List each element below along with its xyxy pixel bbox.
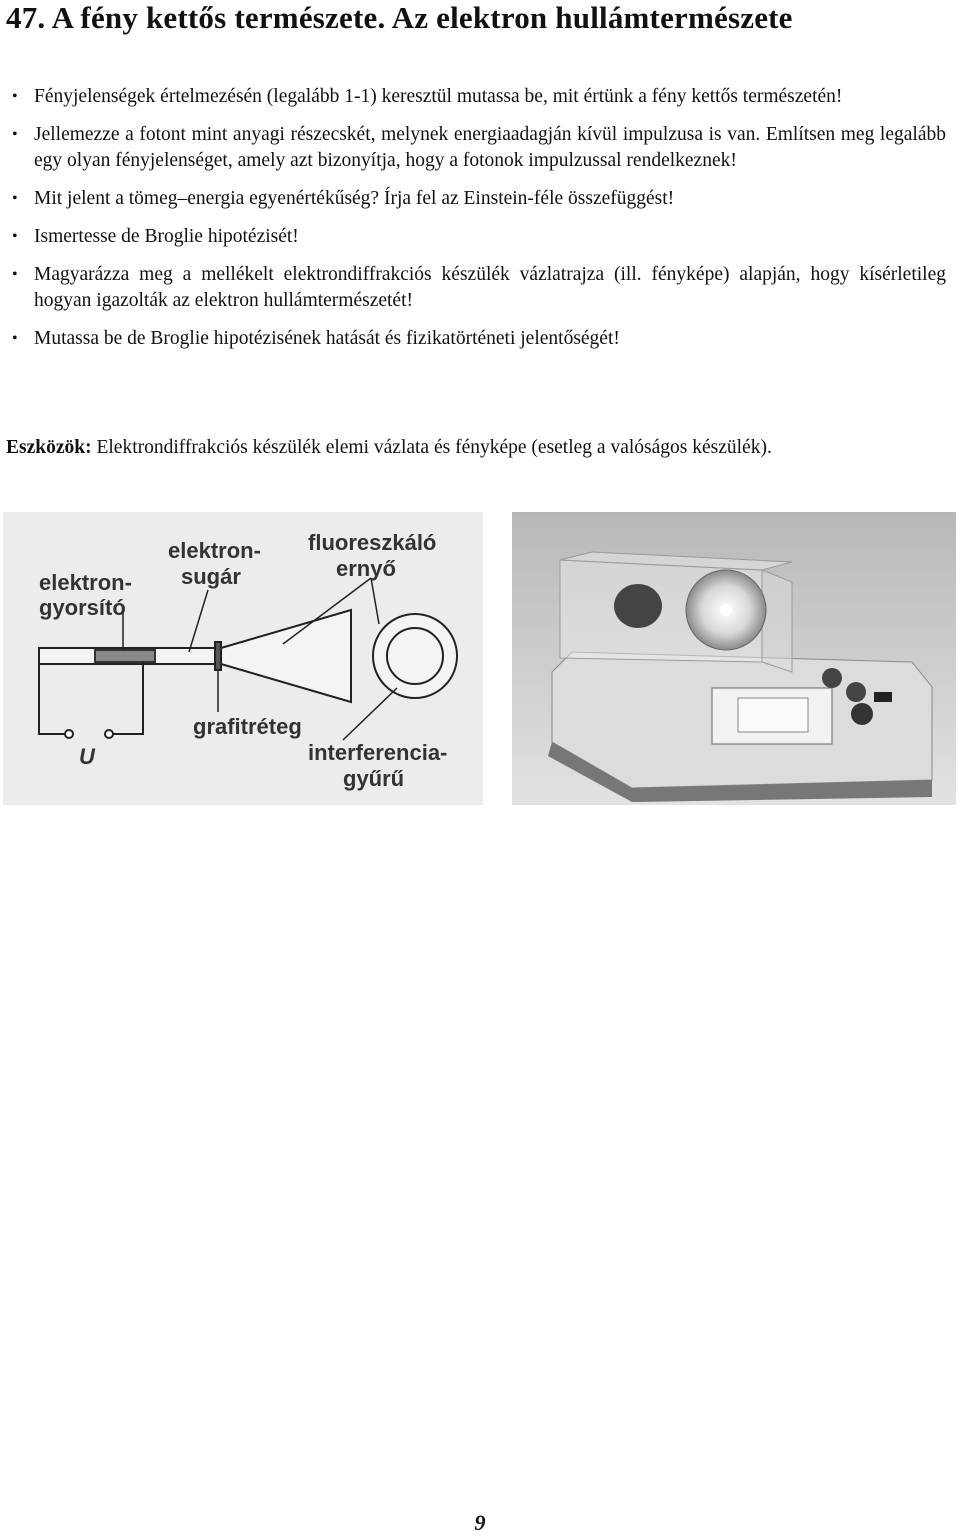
list-item: • Mit jelent a tömeg–energia egyenértékűség? Írja fel az Einstein-féle összefüggést!	[0, 186, 946, 212]
electron-diffraction-diagram	[3, 512, 483, 805]
page-title: 47. A fény kettős természete. Az elektron hullámtermészete	[6, 0, 793, 35]
tools-text: Elektrondiffrakciós készülék elemi vázlata és fényképe (esetleg a valóságos készülék).	[91, 437, 772, 458]
list-item: • Ismertesse de Broglie hipotézisét!	[0, 224, 946, 250]
cover-side	[762, 570, 792, 672]
electron-tube-neck	[614, 584, 662, 628]
switch-icon	[874, 692, 892, 702]
label-screen-2: ernyő	[336, 556, 396, 581]
tools-label: Eszközök:	[6, 437, 92, 458]
tools-line	[6, 435, 952, 461]
label-accelerator-1: elektron-	[39, 570, 132, 595]
knob-icon	[846, 682, 866, 702]
label-rings-1: interferencia-	[308, 740, 448, 765]
list-item: • Magyarázza meg a mellékelt elektrondiffrakciós készülék vázlatrajza (ill. fényképe) alapján, hogy kísérletileg hogyan igazolták az elektron hullámtermészetét!	[0, 262, 946, 314]
label-voltage: U	[79, 744, 95, 769]
label-accelerator-2: gyorsító	[39, 595, 126, 620]
label-screen-1: fluoreszkáló	[308, 530, 437, 555]
list-item: • Mutassa be de Broglie hipotézisének hatását és fizikatörténeti jelentőségét!	[0, 326, 946, 352]
list-item: • Jellemezze a fotont mint anyagi részecskét, melynek energiaadagján kívül impulzusa is van. Említsen meg legalább egy olyan fényjelenséget, amely azt bizonyítja, hogy a fotonok impulzussal rendelkeznek!	[0, 122, 946, 174]
device-photo	[512, 512, 956, 805]
list-item: • Fényjelenségek értelmezésén (legalább 1-1) keresztül mutassa be, mit értünk a fény kettős természetén!	[0, 84, 946, 110]
page-number: 9	[474, 1510, 486, 1535]
meter-dial	[738, 698, 808, 732]
knob-icon	[822, 668, 842, 688]
label-beam-2: sugár	[181, 564, 241, 589]
question-list	[0, 84, 946, 364]
label-beam-1: elektron-	[168, 538, 261, 563]
screen-spot	[720, 604, 732, 616]
label-rings-2: gyűrű	[343, 766, 405, 791]
label-graphite: grafitréteg	[193, 714, 302, 739]
knob-icon	[851, 703, 873, 725]
